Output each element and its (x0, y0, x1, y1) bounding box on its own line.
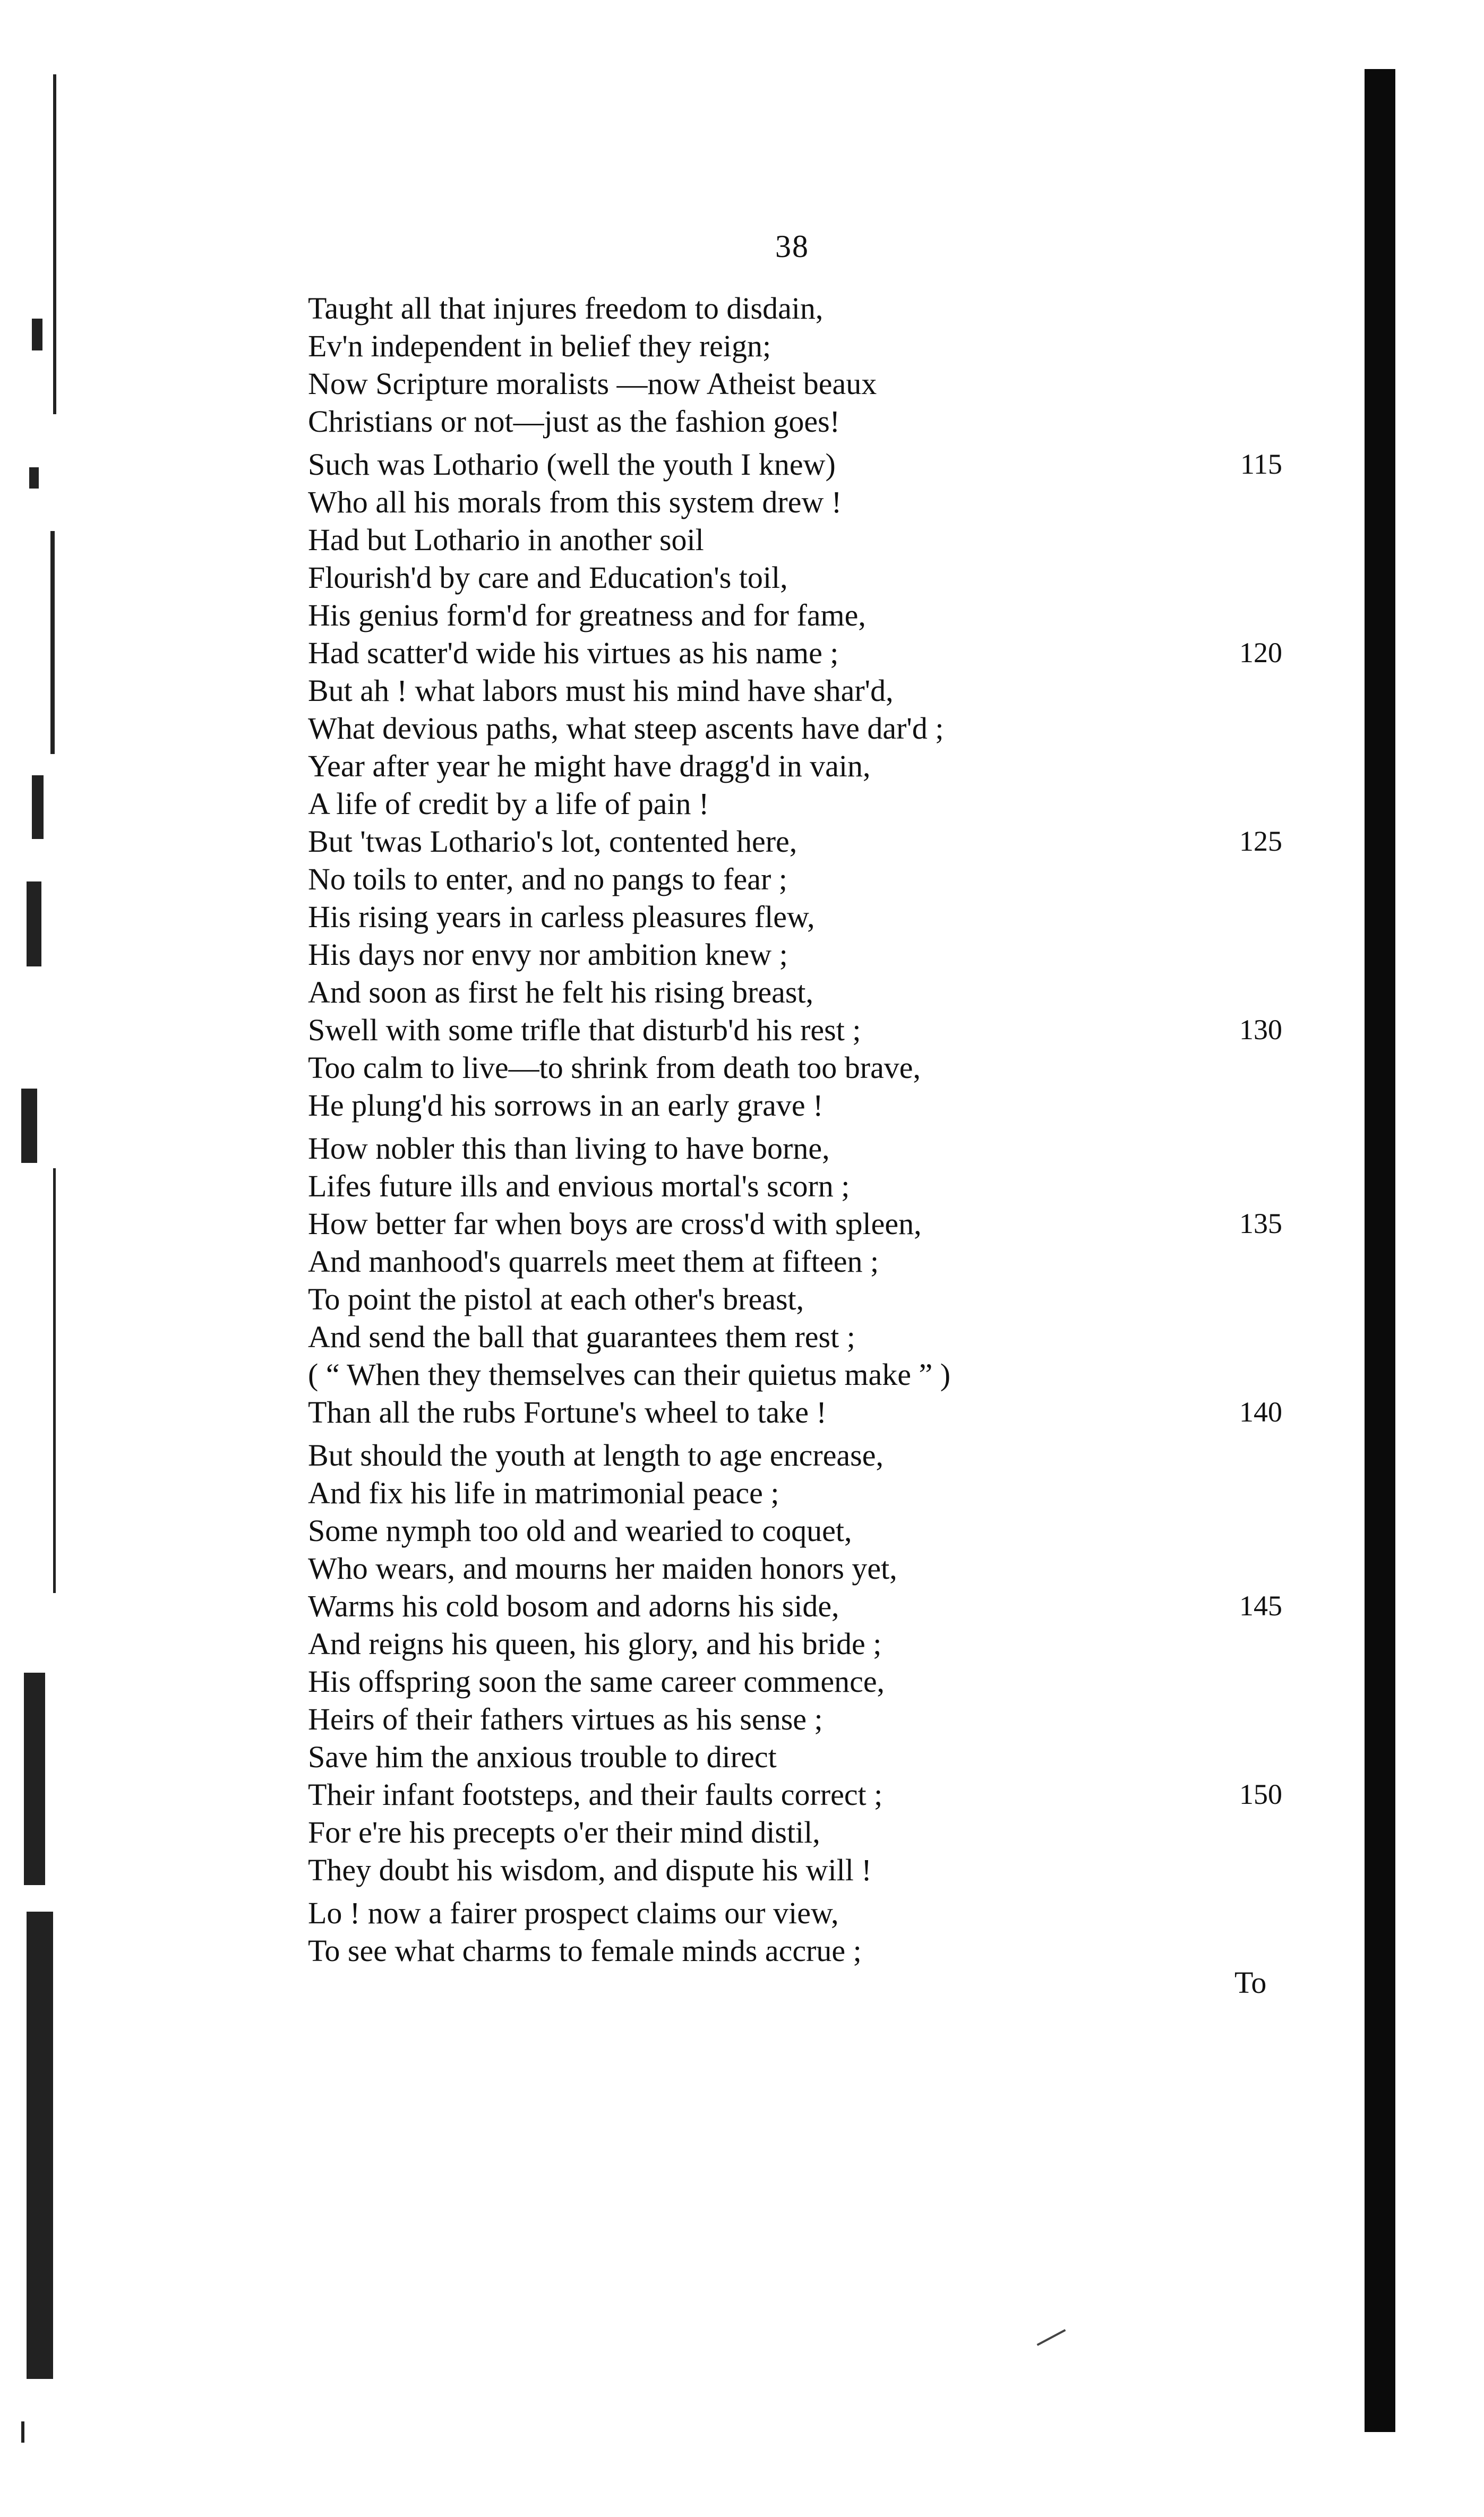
verse-line (308, 1049, 1317, 1086)
verse-line (308, 898, 1317, 936)
line-number: 125 (1239, 825, 1282, 857)
verse-line-text: To point the pistol at each other's breast, (308, 1282, 804, 1316)
verse-line (308, 1011, 1317, 1049)
verse-line-text: How better far when boys are cross'd with spleen, (308, 1206, 922, 1241)
verse-line-text: His days nor envy nor ambition knew ; (308, 937, 788, 972)
verse-line (308, 1474, 1317, 1512)
verse-line-text: Swell with some trifle that disturb'd his rest ; (308, 1013, 861, 1047)
verse-line (308, 973, 1317, 1011)
verse-line (308, 709, 1317, 747)
verse-line-text: He plung'd his sorrows in an early grave ! (308, 1088, 824, 1123)
line-number: 145 (1239, 1590, 1282, 1622)
verse-line-text: To see what charms to female minds accrue ; (308, 1933, 862, 1968)
verse-line-text: Some nymph too old and wearied to coquet, (308, 1513, 852, 1548)
verse-line (308, 1318, 1317, 1356)
stanza (308, 1894, 1317, 1970)
verse-line (308, 1393, 1317, 1431)
verse-line (308, 596, 1317, 634)
verse-line-text: A life of credit by a life of pain ! (308, 786, 709, 821)
verse-line (308, 1738, 1317, 1776)
verse-line-text: ( “ When they themselves can their quietus make ” ) (308, 1357, 951, 1392)
verse-line-text: Too calm to live—to shrink from death too brave, (308, 1050, 921, 1085)
verse-line (308, 1280, 1317, 1318)
verse-line (308, 1086, 1317, 1124)
verse-line-text: For e're his precepts o'er their mind distil, (308, 1815, 820, 1850)
verse-line-text: Their infant footsteps, and their faults correct ; (308, 1777, 883, 1812)
stanza (308, 289, 1317, 440)
page-number: 38 (775, 229, 809, 264)
verse-line (308, 1663, 1317, 1700)
verse-line (308, 1549, 1317, 1587)
verse-line (308, 289, 1317, 327)
verse-line (308, 1776, 1317, 1813)
catchword: To (1234, 1965, 1267, 2000)
verse-line-text: Such was Lothario (well the youth I knew) (308, 447, 836, 482)
stanza (308, 1436, 1317, 1889)
verse-line (308, 1356, 1317, 1393)
verse-line-text: His rising years in carless pleasures flew, (308, 900, 815, 934)
line-number: 115 (1240, 448, 1282, 480)
verse-line-text: And send the ball that guarantees them rest ; (308, 1320, 855, 1354)
verse-line (308, 1205, 1317, 1243)
verse-line (308, 483, 1317, 521)
scan-edge-artifacts (0, 0, 106, 2517)
verse-line (308, 327, 1317, 365)
verse-line-text: Taught all that injures freedom to disdain, (308, 291, 824, 326)
verse-line-text: Heirs of their fathers virtues as his sense ; (308, 1702, 823, 1736)
verse-line-text: They doubt his wisdom, and dispute his will ! (308, 1853, 872, 1887)
verse-line (308, 521, 1317, 559)
verse-line-text: Ev'n independent in belief they reign; (308, 329, 771, 363)
verse-line (308, 747, 1317, 785)
verse-line (308, 559, 1317, 596)
line-number: 150 (1239, 1778, 1282, 1810)
verse-line-text: Had scatter'd wide his virtues as his name ; (308, 636, 839, 670)
verse-line (308, 785, 1317, 823)
verse-line (308, 1851, 1317, 1889)
verse-line-text: Had but Lothario in another soil (308, 523, 704, 557)
line-number: 130 (1239, 1014, 1282, 1046)
verse-line-text: And reigns his queen, his glory, and his bride ; (308, 1626, 882, 1661)
verse-line-text: His genius form'd for greatness and for fame, (308, 598, 866, 632)
line-number: 135 (1239, 1208, 1282, 1239)
verse-line (308, 936, 1317, 973)
verse-line (308, 1587, 1317, 1625)
verse-line-text: What devious paths, what steep ascents have dar'd ; (308, 711, 944, 746)
verse-line (308, 1813, 1317, 1851)
verse-line (308, 365, 1317, 403)
verse-line-text: Who all his morals from this system drew ! (308, 485, 842, 519)
verse-line-text: Flourish'd by care and Education's toil, (308, 560, 788, 595)
verse-line (308, 1700, 1317, 1738)
verse-line (308, 1625, 1317, 1663)
verse-line-text: And manhood's quarrels meet them at fifteen ; (308, 1244, 879, 1279)
verse-line (308, 1932, 1317, 1970)
verse-line-text: Lo ! now a fairer prospect claims our view, (308, 1896, 839, 1930)
verse-line (308, 823, 1317, 860)
verse-line (308, 860, 1317, 898)
line-number: 120 (1239, 637, 1282, 669)
verse-line-text: How nobler this than living to have borne, (308, 1131, 830, 1166)
verse-line (308, 634, 1317, 672)
poem-text (308, 289, 1317, 1975)
verse-line (308, 1129, 1317, 1167)
scan-binding-shadow (1365, 69, 1395, 2432)
verse-line-text: Who wears, and mourns her maiden honors yet, (308, 1551, 897, 1586)
verse-line-text: Warms his cold bosom and adorns his side, (308, 1589, 839, 1623)
verse-line (308, 1243, 1317, 1280)
stray-pen-mark (1037, 2329, 1066, 2346)
verse-line-text: But 'twas Lothario's lot, contented here, (308, 824, 797, 859)
verse-line (308, 1167, 1317, 1205)
verse-line-text: Now Scripture moralists —now Atheist beaux (308, 366, 877, 401)
verse-line-text: Year after year he might have dragg'd in vain, (308, 749, 871, 783)
verse-line (308, 1894, 1317, 1932)
verse-line-text: But should the youth at length to age encrease, (308, 1438, 883, 1472)
verse-line-text: But ah ! what labors must his mind have shar'd, (308, 673, 894, 708)
verse-line (308, 1436, 1317, 1474)
verse-line-text: Save him the anxious trouble to direct (308, 1740, 777, 1774)
verse-line-text: And fix his life in matrimonial peace ; (308, 1476, 779, 1510)
verse-line (308, 1512, 1317, 1549)
verse-line (308, 446, 1317, 483)
verse-line-text: No toils to enter, and no pangs to fear ; (308, 862, 787, 896)
verse-line-text: Than all the rubs Fortune's wheel to take ! (308, 1395, 827, 1429)
verse-line-text: Christians or not—just as the fashion goes! (308, 404, 840, 439)
stanza (308, 1129, 1317, 1431)
verse-line-text: His offspring soon the same career commence, (308, 1664, 885, 1699)
verse-line (308, 403, 1317, 440)
verse-line (308, 672, 1317, 709)
line-number: 140 (1239, 1396, 1282, 1428)
stanza (308, 446, 1317, 1124)
verse-line-text: Lifes future ills and envious mortal's scorn ; (308, 1169, 850, 1203)
verse-line-text: And soon as first he felt his rising breast, (308, 975, 814, 1009)
